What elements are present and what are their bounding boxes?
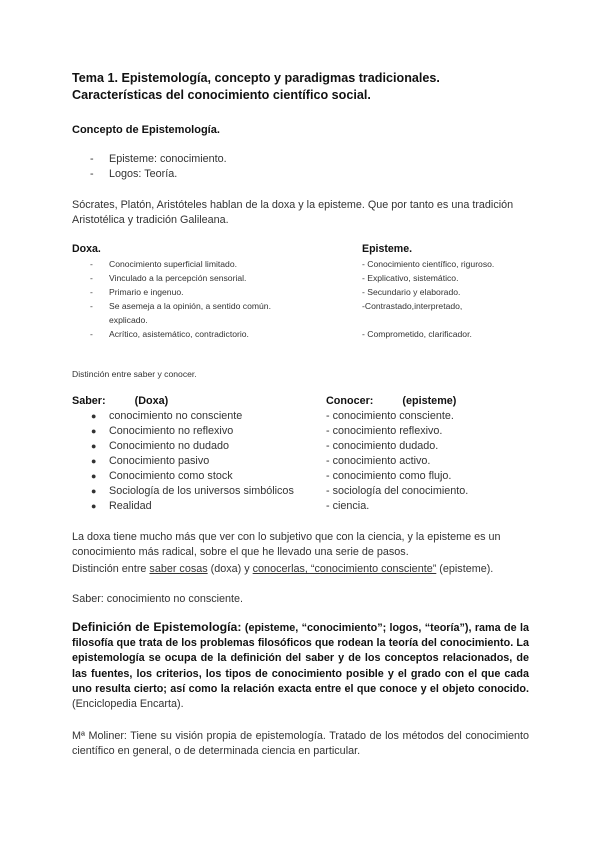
- list-item: - Explicativo, sistemático.: [362, 273, 459, 283]
- definition-body: (episteme, “conocimiento”; logos, “teoría”), rama de la filosofía que trata de los problemas filosóficos que rodean la teoría del conocimiento. La epistemología se ocupa de la definición del saber y de los conceptos relacionados, de las fuentes, los criterios, los tipos de conocimiento posible y el grado con el que cada uno resulta cierto; así como la relación exacta entre el que conoce y el objeto conocido.: [72, 622, 529, 695]
- saber-list: [90, 409, 320, 514]
- list-item: - Acrítico, asistemático, contradictorio.: [90, 327, 330, 341]
- list-item: -Contrastado,interpretado,: [362, 301, 463, 311]
- conocer-tag: (episteme): [402, 395, 457, 407]
- list-item: - conocimiento consciente.: [326, 410, 454, 422]
- list-item: - Conocimiento superficial limitado.: [90, 257, 330, 271]
- saber-label: Saber:: [72, 395, 106, 407]
- list-item: - Comprometido, clarificador.: [362, 329, 472, 339]
- doxa-heading: Doxa.: [72, 243, 101, 255]
- doxa-paragraph: La doxa tiene mucho más que ver con lo subjetivo que con la ciencia, y la episteme es un conocimiento más radical, sobre el que he llevado una serie de pasos.: [72, 531, 501, 558]
- definition-heading: Definición de Epistemología:: [72, 620, 242, 634]
- list-item: ● Conocimiento no reflexivo: [90, 424, 320, 439]
- concept-heading: Concepto de Epistemología.: [72, 124, 220, 136]
- definition-paragraph: [72, 620, 529, 712]
- conocer-list: [326, 409, 546, 514]
- list-item: - Vinculado a la percepción sensorial.: [90, 271, 330, 285]
- saber-tag: (Doxa): [134, 395, 169, 407]
- doxa-list: [90, 257, 330, 341]
- list-item: - Logos: Teoría.: [90, 167, 227, 182]
- intro-paragraph: Sócrates, Platón, Aristóteles hablan de la doxa y la episteme. Que por tanto es una tradición Aristotélica y tradición Galileana.: [72, 199, 514, 226]
- list-item: - sociología del conocimiento.: [326, 485, 469, 497]
- list-item: - ciencia.: [326, 500, 370, 512]
- episteme-heading: Episteme.: [362, 243, 413, 255]
- list-item: ● Conocimiento como stock: [90, 469, 320, 484]
- list-item: - Episteme: conocimiento.: [90, 152, 227, 167]
- page-title: Tema 1. Epistemología, concepto y paradigmas tradicionales. Características del conocimiento científico social.: [72, 71, 440, 102]
- list-item: ● Conocimiento no dudado: [90, 439, 320, 454]
- distinction-middle: (doxa) y: [207, 563, 253, 575]
- distinction-caption: Distinción entre saber y conocer.: [72, 369, 197, 379]
- list-item: - conocimiento como flujo.: [326, 470, 452, 482]
- conocerlas-link: conocerlas, “conocimiento consciente”: [252, 563, 437, 575]
- conocer-label: Conocer:: [326, 395, 374, 407]
- list-item: - conocimiento activo.: [326, 455, 431, 467]
- list-item: - conocimiento dudado.: [326, 440, 439, 452]
- list-item: - Primario e ingenuo.: [90, 285, 330, 299]
- saber-line: Saber: conocimiento no consciente.: [72, 593, 244, 605]
- list-item: ● conocimiento no consciente: [90, 409, 320, 424]
- definition-source: (Enciclopedia Encarta).: [72, 698, 184, 711]
- distinction-prefix: Distinción entre: [72, 563, 150, 575]
- list-item: ● Realidad: [90, 499, 320, 514]
- concept-list: [90, 152, 227, 182]
- moliner-paragraph: Mª Moliner: Tiene su visión propia de epistemología. Tratado de los métodos del conocimiento científico en general, o de determinada ciencia en particular.: [72, 730, 529, 757]
- list-item: - Conocimiento científico, riguroso.: [362, 259, 495, 269]
- saber-heading: [72, 394, 168, 409]
- conocer-heading: [326, 394, 456, 409]
- list-item: - Se asemeja a la opinión, a sentido común. explicado.: [90, 299, 309, 327]
- episteme-list: [362, 257, 562, 341]
- distinction-line: [72, 562, 542, 577]
- list-item: ● Sociología de los universos simbólicos: [90, 484, 320, 499]
- list-item: ● Conocimiento pasivo: [90, 454, 320, 469]
- saber-cosas-link: saber cosas: [149, 563, 208, 575]
- list-item: - conocimiento reflexivo.: [326, 425, 443, 437]
- distinction-suffix: (episteme).: [436, 563, 494, 575]
- list-item: - Secundario y elaborado.: [362, 287, 461, 297]
